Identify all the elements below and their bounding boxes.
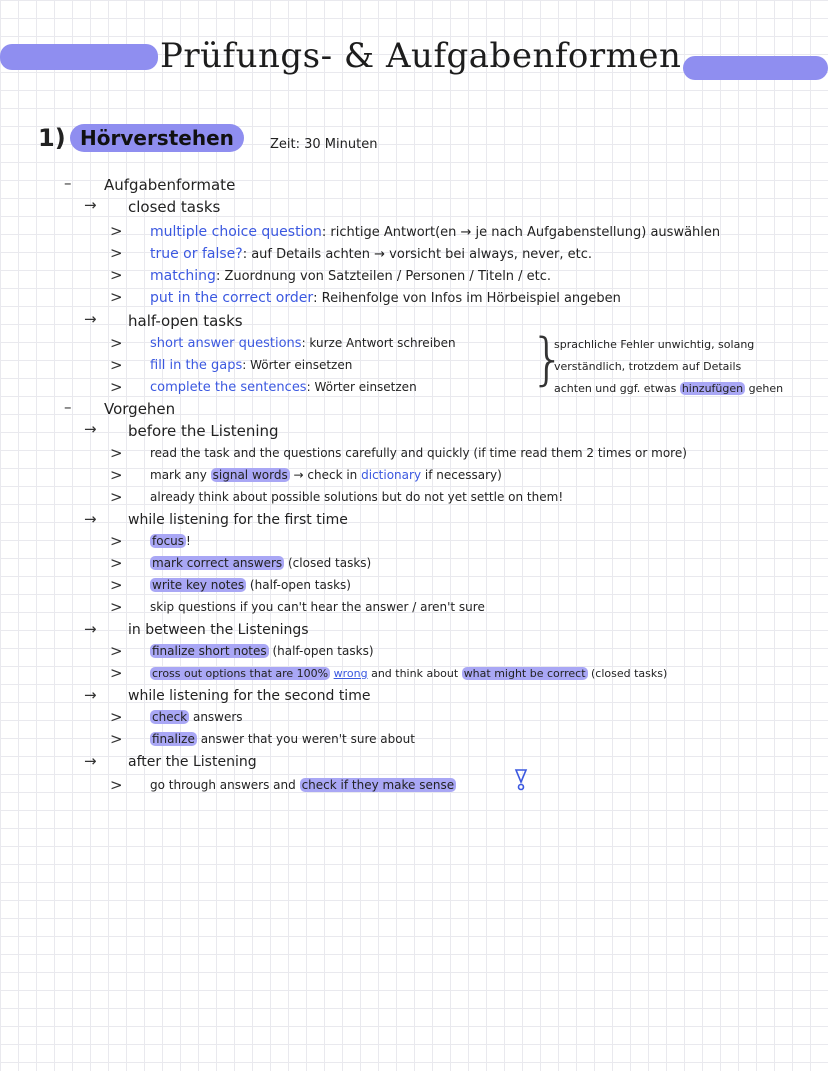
curly-brace: } [530, 327, 566, 392]
first-item-skip: skip questions if you can't hear the answer / aren't sure [150, 600, 485, 614]
chevron-marker: > [110, 664, 123, 682]
second-item-finalize: finalize answer that you weren't sure about [152, 732, 415, 746]
chevron-marker: > [110, 378, 123, 396]
first-listening-label: while listening for the first time [128, 512, 348, 528]
half-open-note-line3: achten und ggf. etwas hinzufügen gehen [554, 382, 784, 395]
after-listening-label: after the Listening [128, 754, 257, 770]
section-number: 1) [38, 124, 66, 152]
exclamation-icon [514, 768, 528, 792]
half-open-note-line1: sprachliche Fehler unwichtig, solang [554, 338, 755, 351]
chevron-marker: > [110, 222, 123, 240]
chevron-marker: > [110, 576, 123, 594]
title-pill-right [683, 56, 828, 80]
chevron-marker: > [110, 334, 123, 352]
chevron-marker: > [110, 532, 123, 550]
before-item-read: read the task and the questions carefully and quickly (if time read them 2 times or more) [150, 446, 687, 460]
chevron-marker: > [110, 708, 123, 726]
dash-marker: – [64, 174, 72, 192]
second-item-check: check answers [152, 710, 243, 724]
closed-item-tf: true or false?: auf Details achten → vorsicht bei always, never, etc. [150, 246, 592, 262]
chevron-marker: > [110, 466, 123, 484]
formats-heading: Aufgabenformate [104, 176, 236, 194]
first-item-notes: write key notes (half-open tasks) [152, 578, 351, 592]
chevron-marker: > [110, 598, 123, 616]
between-listening-label: in between the Listenings [128, 622, 309, 638]
chevron-marker: > [110, 266, 123, 284]
chevron-marker: > [110, 730, 123, 748]
title-pill-left [0, 44, 158, 70]
half-open-item-gaps: fill in the gaps: Wörter einsetzen [150, 358, 353, 373]
half-open-tasks-label: half-open tasks [128, 312, 243, 330]
chevron-marker: > [110, 244, 123, 262]
closed-tasks-label: closed tasks [128, 198, 221, 216]
arrow-marker: → [84, 686, 97, 704]
chevron-marker: > [110, 288, 123, 306]
chevron-marker: > [110, 642, 123, 660]
closed-item-mc: multiple choice question: richtige Antwort(en → je nach Aufgabenstellung) auswählen [150, 224, 721, 240]
section-time: Zeit: 30 Minuten [270, 137, 378, 152]
chevron-marker: > [110, 488, 123, 506]
between-item-finalize: finalize short notes (half-open tasks) [152, 644, 374, 658]
before-item-mark: mark any signal words → check in dictionary if necessary) [150, 468, 502, 482]
after-item-check: go through answers and check if they make sense [150, 778, 455, 792]
before-listening-label: before the Listening [128, 422, 279, 440]
before-item-think: already think about possible solutions but do not yet settle on them! [150, 490, 564, 504]
first-item-mark: mark correct answers (closed tasks) [152, 556, 372, 570]
chevron-marker: > [110, 444, 123, 462]
arrow-marker: → [84, 752, 97, 770]
page-title: Prüfungs- & Aufgabenformen [160, 36, 682, 76]
arrow-marker: → [84, 510, 97, 528]
arrow-marker: → [84, 420, 97, 438]
closed-item-order: put in the correct order: Reihenfolge von Infos im Hörbeispiel angeben [150, 290, 621, 306]
half-open-note-line2: verständlich, trotzdem auf Details [554, 360, 742, 373]
between-item-cross-out: cross out options that are 100% wrong and think about what might be correct (closed tasks) [152, 667, 668, 680]
half-open-item-sentences: complete the sentences: Wörter einsetzen [150, 380, 417, 395]
arrow-marker: → [84, 196, 97, 214]
arrow-marker: → [84, 620, 97, 638]
procedure-heading: Vorgehen [104, 400, 176, 418]
chevron-marker: > [110, 356, 123, 374]
first-item-focus: focus ! [152, 534, 191, 548]
dash-marker: – [64, 398, 72, 416]
arrow-marker: → [84, 310, 97, 328]
half-open-item-short-answer: short answer questions: kurze Antwort schreiben [150, 336, 456, 351]
second-listening-label: while listening for the second time [128, 688, 371, 704]
section-title: Hörverstehen [70, 124, 244, 152]
chevron-marker: > [110, 554, 123, 572]
closed-item-matching: matching: Zuordnung von Satzteilen / Personen / Titeln / etc. [150, 268, 552, 284]
chevron-marker: > [110, 776, 123, 794]
